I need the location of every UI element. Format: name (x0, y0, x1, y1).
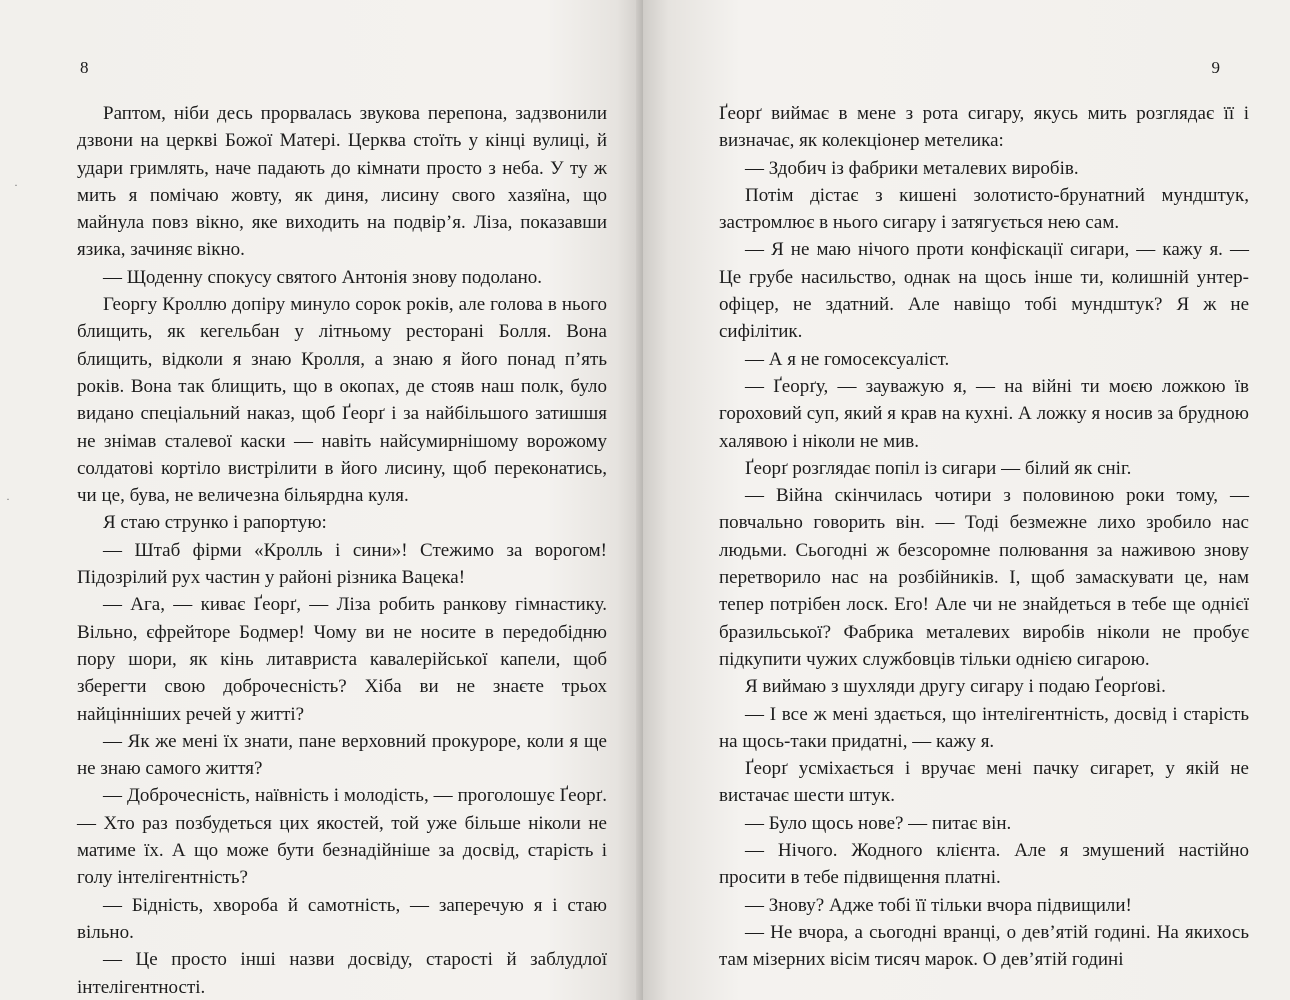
paragraph: Я стаю струнко і рапортую: (103, 512, 327, 534)
paragraph: — Нічого. Жодного клієнта. Але я змушений настійно просити в тебе підвищення платні. (719, 840, 1249, 889)
paragraph: — Здобич із фабрики металевих виробів. (745, 157, 1079, 179)
paragraph: Раптом, ніби десь прорвалась звукова перепона, задзвонили дзвони на церкві Божої Матері. Церква стоїть у кінці вулиці, й удари гримлять, наче падають до кімнати просто з неба. У ту ж мить я помічаю жовту, як диня, лисину свого хазяїна, що майнула повз вікно, яке виходить на подвір’я. Ліза, показавши язика, зачиняє вікно. (77, 103, 607, 261)
paragraph: Я виймаю з шухляди другу сигару і подаю Ґеорґові. (745, 676, 1166, 698)
paragraph: — Це просто інші назви досвіду, старості й заблудлої інтелігентності. (77, 949, 607, 998)
paper-speck: · (14, 178, 18, 192)
paragraph: — А я не гомосексуаліст. (745, 348, 950, 370)
paragraph: — Війна скінчилась чотири з половиною роки тому, — повчально говорить він. — Тоді безмежне лихо зробило нас людьми. Сьогодні ж безсоромне полювання за наживою знову перетворило нас на розбійників. І, щоб замаскувати це, нам тепер потрібен лоск. Его! Але чи не знайдеться в тебе ще однієї бразильської? Фабрика металевих виробів ніколи не пробує підкупити чужих службовців тільки однією сигарою. (719, 485, 1249, 670)
paragraph: — Знову? Адже тобі її тільки вчора підвищили! (745, 894, 1132, 916)
paragraph: — Ага, — киває Ґеорґ, — Ліза робить ранкову гімнастику. Вільно, єфрейторе Бодмер! Чому ви не носите в передобідню пору шори, як кінь литавриста кавалерійської капели, щоб зберегти свою доброчесність? Хіба ви не знаєте трьох найцінніших речей у житті? (77, 594, 607, 725)
paper-speck: · (6, 492, 10, 506)
page-number-left: 8 (80, 58, 89, 77)
paragraph: — Було щось нове? — питає він. (745, 812, 1012, 834)
paragraph: — Штаб фірми «Кролль і сини»! Стежимо за ворогом! Підозрілий рух частин у районі різника Вацека! (77, 539, 607, 589)
paragraph: — Не вчора, а сьогодні вранці, о дев’ятій годині. На якихось там мізерних вісім тисяч марок. О дев’ятій годині (719, 921, 1249, 971)
paragraph: — Як же мені їх знати, пане верховний прокуроре, коли я ще не знаю самого життя? (77, 730, 607, 780)
continuation-paragraph: Ґеорґ виймає в мене з рота сигару, якусь мить розглядає її і визначає, як колекціонер метелика: (719, 103, 1249, 152)
paragraph: Потім дістає з кишені золотисто-брунатний мундштук, застромлює в нього сигару і затягується нею сам. (719, 184, 1249, 234)
paragraph: — Ґеорґу, — зауважую я, — на війні ти моєю ложкою їв гороховий суп, який я крав на кухні. А ложку я носив за брудною халявою і ніколи не мив. (719, 375, 1249, 452)
paragraph: Ґеорґ усміхається і вручає мені пачку сигарет, у якій не вистачає шести штук. (719, 758, 1249, 807)
paragraph: Георгу Кроллю допіру минуло сорок років, але голова в нього блищить, як кегельбан у літньому ресторані Болля. Вона блищить, відколи я знаю Кролля, а знаю я його понад п’ять років. Вона так блищить, що в окопах, де стояв наш полк, було видано спеціальний наказ, щоб Ґеорґ і за найбільшого затишшя не знімав сталевої каски — навіть найсумирнішому ворожому солдатові кортіло вистрілити в його лисину, щоб переконатись, чи це, бува, не величезна більярдна куля. (77, 294, 607, 507)
right-page-text (719, 100, 1249, 974)
paragraph: — І все ж мені здається, що інтелігентність, досвід і старість на щось-таки придатні, — кажу я. (719, 703, 1249, 752)
right-page (643, 0, 1290, 1000)
paragraph: Ґеорґ розглядає попіл із сигари — білий як сніг. (745, 457, 1132, 479)
left-page-text (77, 100, 607, 1000)
paragraph: — Я не маю нічого проти конфіскації сигари, — кажу я. — Це грубе насильство, однак на щось інше ти, колишній унтер-офіцер, не здатний. Але навіщо тобі мундштук? Я ж не сифілітик. (719, 239, 1249, 343)
paragraph: — Бідність, хвороба й самотність, — заперечую я і стаю вільно. (77, 894, 607, 943)
page-number-right: 9 (1211, 58, 1220, 77)
paragraph: — Доброчесність, наївність і молодість, — проголошує Ґеорґ. — Хто раз позбудеться цих якостей, той уже більше ніколи не матиме їх. А що може бути безнадійніше за досвід, старість і голу інтелігентність? (77, 785, 607, 889)
left-page (0, 0, 643, 1000)
paragraph: — Щоденну спокусу святого Антонія знову подолано. (103, 266, 543, 288)
